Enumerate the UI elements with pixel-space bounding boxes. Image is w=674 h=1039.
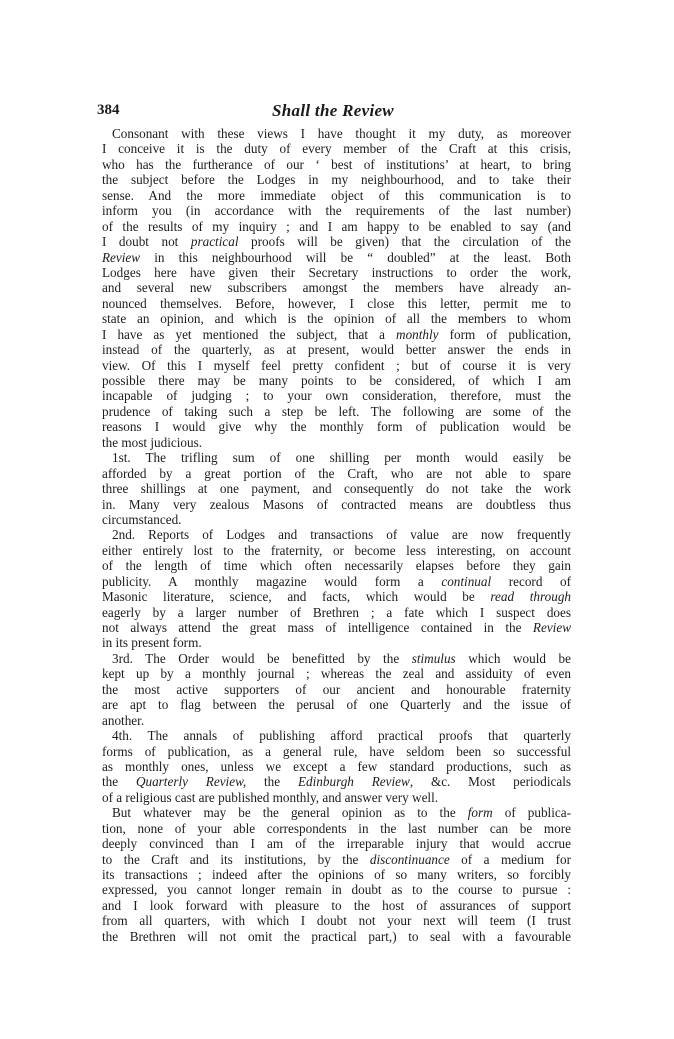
text-line: the most judicious. xyxy=(102,434,203,450)
text-line: from all quarters, with which I doubt not your next will teem (I trust xyxy=(102,913,571,929)
text-line: in its present form. xyxy=(102,635,202,651)
text-line: 1st. The trifling sum of one shilling per month would easily be xyxy=(112,450,571,466)
text-line: and I look forward with pleasure to the host of assurances of support xyxy=(102,897,571,913)
text-line: are apt to flag between the perusal of one Quarterly and the issue of xyxy=(102,697,571,713)
text-line: Consonant with these views I have thought it my duty, as moreover xyxy=(112,126,571,141)
text-line: the subject before the Lodges in my neighbourhood, and to take their xyxy=(102,172,571,188)
text-line: forms of publication, as a general rule, have seldom been so successful xyxy=(102,743,571,759)
text-line: But whatever may be the general opinion as to the form of publica- xyxy=(112,805,571,821)
text-line: not always attend the great mass of intelligence contained in the Review xyxy=(102,620,571,635)
text-line: deeply convinced than I am of the irreparable injury that would accrue xyxy=(102,836,571,852)
text-line: afforded by a great portion of the Craft, who are not able to spare xyxy=(102,465,571,481)
text-line: expressed, you cannot longer remain in doubt as to the course to pursue : xyxy=(102,882,571,898)
text-line: in. Many very zealous Masons of contracted means are doubtless thus xyxy=(102,496,571,512)
text-line: incapable of judging ; to your own consideration, therefore, must the xyxy=(102,388,571,404)
text-line: I doubt not practical proofs will be given) that the circulation of the xyxy=(102,234,571,250)
text-line: possible there may be many points to be considered, of which I am xyxy=(102,373,571,388)
running-title: Shall the Review xyxy=(272,101,394,120)
text-line: view. Of this I myself feel pretty confident ; but of course it is very xyxy=(102,357,571,373)
text-line: as monthly ones, unless we except a few standard productions, such as xyxy=(102,758,571,774)
text-line: prudence of taking such a step be left. The following are some of the xyxy=(102,403,571,419)
page-number: 384 xyxy=(97,102,120,118)
text-line: the Quarterly Review, the Edinburgh Review, &c. Most periodicals xyxy=(102,774,571,790)
text-line: state an opinion, and which is the opinion of all the members to whom xyxy=(102,311,571,327)
text-line: of the length of time which often necessarily elapses before they gain xyxy=(102,558,571,574)
text-line: the Brethren will not omit the practical part,) to seal with a favourable xyxy=(102,928,571,944)
text-line: instead of the quarterly, as at present, would better answer the ends in xyxy=(102,342,571,358)
text-line: 3rd. The Order would be benefitted by the stimulus which would be xyxy=(112,650,571,666)
text-line: inform you (in accordance with the requirements of the last number) xyxy=(102,203,571,219)
text-line: Review in this neighbourhood will be “ doubled” at the least. Both xyxy=(102,249,571,265)
text-line: the most active supporters of our ancient and honourable fraternity xyxy=(102,681,571,697)
text-line: I conceive it is the duty of every member of the Craft at this crisis, xyxy=(102,141,571,157)
text-line: eagerly by a larger number of Brethren ; a fate which I suspect does xyxy=(102,604,571,620)
text-line: of a religious cast are published monthly, and answer very well. xyxy=(102,789,439,805)
text-line: tion, none of your able correspondents in the last number can be more xyxy=(102,820,571,836)
text-line: circumstanced. xyxy=(102,511,182,527)
text-line: reasons I would give why the monthly form of publication would be xyxy=(102,419,571,435)
text-line: to the Craft and its institutions, by the discontinuance of a medium for xyxy=(102,851,571,867)
text-line: another. xyxy=(102,712,145,728)
text-line: publicity. A monthly magazine would form a continual record of xyxy=(102,573,571,589)
text-line: 2nd. Reports of Lodges and transactions of value are now frequently xyxy=(112,527,571,543)
text-line: of the results of my inquiry ; and I am happy to be enabled to say (and xyxy=(102,218,571,234)
text-line: and several new subscribers amongst the members have already an- xyxy=(102,280,571,296)
text-line: Lodges here have given their Secretary instructions to order the work, xyxy=(102,264,571,280)
text-line: nounced themselves. Before, however, I close this letter, permit me to xyxy=(102,295,571,311)
text-line: I have as yet mentioned the subject, that a monthly form of publication, xyxy=(102,326,571,342)
text-line: kept up by a monthly journal ; whereas the zeal and assiduity of even xyxy=(102,666,571,682)
body-text xyxy=(102,126,571,944)
text-line: its transactions ; indeed after the opinions of so many writers, so forcibly xyxy=(102,867,571,882)
text-line: either entirely lost to the fraternity, or become less interesting, on account xyxy=(102,542,571,558)
text-line: three shillings at one payment, and consequently do not take the work xyxy=(102,481,571,497)
page-header xyxy=(97,102,569,122)
text-line: sense. And the more immediate object of this communication is to xyxy=(102,187,571,203)
text-line: Masonic literature, science, and facts, which would be read through xyxy=(102,589,572,605)
text-line: 4th. The annals of publishing afford practical proofs that quarterly xyxy=(112,728,571,744)
text-line: who has the furtherance of our ‘ best of institutions’ at heart, to bring xyxy=(102,156,571,172)
